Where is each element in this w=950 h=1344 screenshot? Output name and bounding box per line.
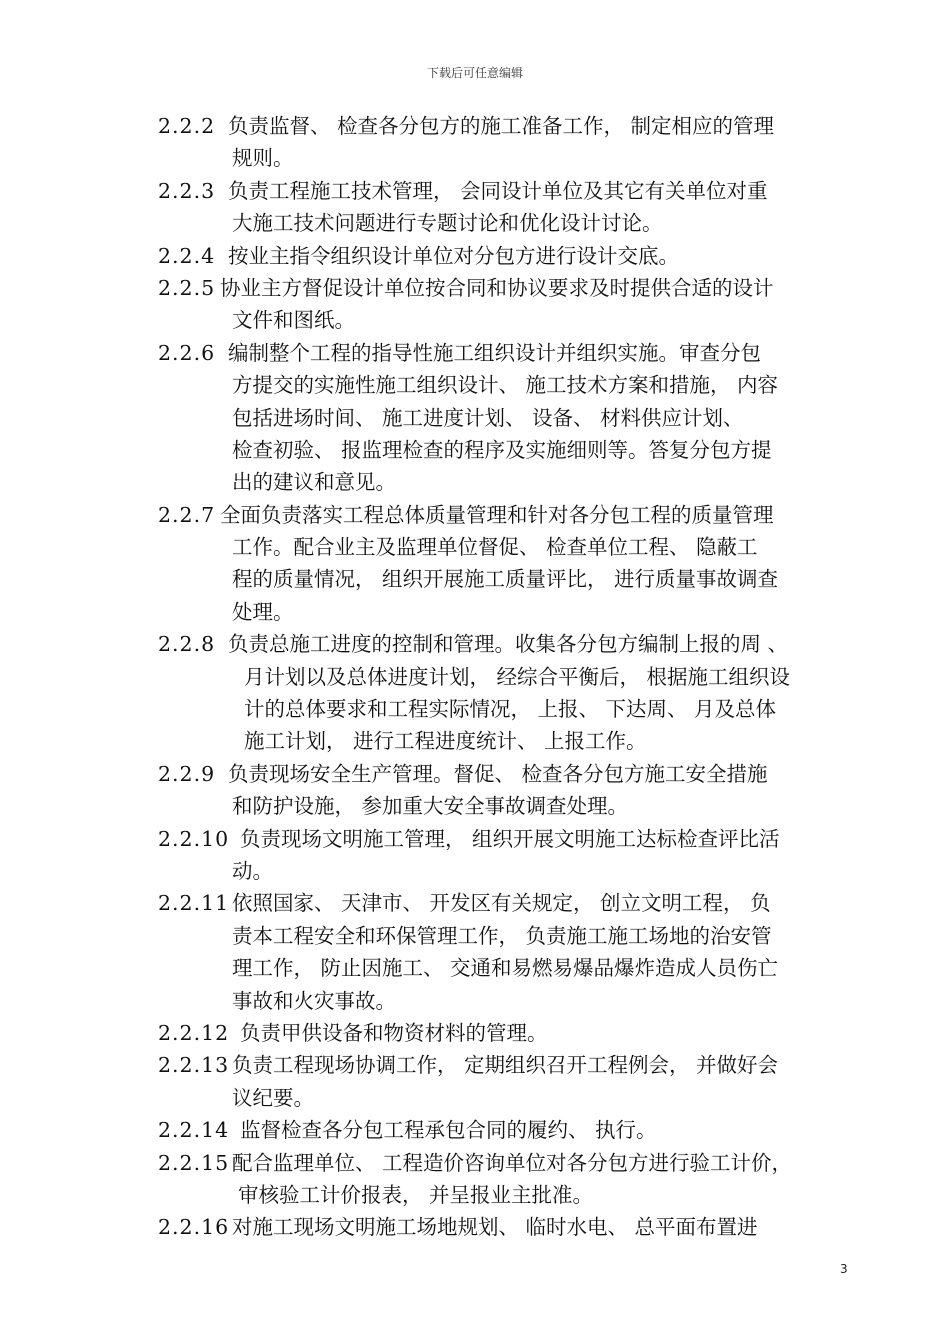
clause-text-line: 大施工技术问题进行专题讨论和优化设计讨论。: [232, 211, 663, 236]
clause-text-line: 全面负责落实工程总体质量管理和针对各分包工程的质量管理: [220, 502, 774, 527]
clause-text-line: 编制整个工程的指导性施工组织设计并组织实施。审查分包: [228, 340, 761, 365]
clause-number: 2.2.2: [158, 114, 216, 138]
page-header: 下载后可任意编辑: [426, 66, 523, 80]
clause-text-line: 检查初验、 报监理检查的程序及实施细则等。答复分包方提: [232, 437, 772, 462]
clause-text-line: 负责现场文明施工管理， 组织开展文明施工达标检查评比活: [240, 826, 780, 851]
clause-text-line: 规则。: [232, 146, 294, 171]
clause-text-line: 包括进场时间、 施工进度计划、 设备、 材料供应计划、: [232, 405, 744, 430]
clause-text-line: 依照国家、 天津市、 开发区有关规定， 创立文明工程， 负: [232, 891, 771, 916]
clause-number: 2.2.14: [158, 1118, 230, 1143]
clause-text-line: 计的总体要求和工程实际情况， 上报、 下达周、 月及总体: [244, 697, 777, 722]
clause-number: 2.2.16: [158, 1215, 230, 1240]
page-number: 3: [840, 1262, 848, 1276]
clause-text-line: 负责甲供设备和物资材料的管理。: [240, 1020, 548, 1045]
clause-text-line: 动。: [232, 858, 273, 883]
clause-text-line: 协业主方督促设计单位按合同和协议要求及时提供合适的设计: [220, 275, 774, 300]
clause-number: 2.2.7: [158, 502, 216, 527]
clause-item: [158, 758, 858, 823]
clause-text-line: 方提交的实施性施工组织设计、 施工技术方案和措施， 内容: [232, 373, 779, 398]
clause-text-line: 监督检查各分包工程承包合同的履约、 执行。: [240, 1118, 657, 1143]
clause-text-line: 文件和图纸。: [232, 308, 355, 333]
clause-text-line: 施工计划， 进行工程进度统计、 上报工作。: [244, 729, 647, 754]
clause-item: [158, 1114, 858, 1146]
clause-item: [158, 887, 858, 1017]
clause-text-line: 处理。: [232, 599, 294, 624]
clause-item: [158, 240, 858, 272]
clause-number: 2.2.6: [158, 340, 216, 365]
clause-text-line: 月计划以及总体进度计划， 经综合平衡后， 根据施工组织设: [244, 664, 791, 689]
clause-item: [158, 1017, 858, 1049]
clause-number: 2.2.9: [158, 761, 216, 786]
clause-number: 2.2.11: [158, 891, 230, 916]
clause-item: [158, 272, 858, 337]
clause-item: [158, 1211, 858, 1243]
clause-number: 2.2.3: [158, 178, 216, 203]
clause-text-line: 程的质量情况， 组织开展施工质量评比， 进行质量事故调查: [232, 567, 779, 592]
clause-number: 2.2.13: [158, 1053, 230, 1078]
clause-text-line: 理工作， 防止因施工、 交通和易燃易爆品爆炸造成人员伤亡: [232, 956, 779, 981]
clause-text-line: 工作。配合业主及监理单位督促、 检查单位工程、 隐蔽工: [232, 535, 758, 560]
clause-item: [158, 110, 858, 175]
clause-text-line: 议纪要。: [232, 1085, 314, 1110]
clause-number: 2.2.12: [158, 1020, 230, 1045]
clause-item: [158, 337, 858, 499]
clause-text-line: 和防护设施， 参加重大安全事故调查处理。: [232, 794, 629, 819]
clause-number: 2.2.4: [158, 243, 216, 268]
clause-item: [158, 1147, 858, 1212]
clause-number: 2.2.8: [158, 632, 216, 657]
clause-item: [158, 823, 858, 888]
clause-number: 2.2.5: [158, 275, 216, 300]
clause-text-line: 配合监理单位、 工程造价咨询单位对各分包方进行验工计价，: [232, 1150, 793, 1175]
clause-text-line: 负责工程现场协调工作， 定期组织召开工程例会， 并做好会: [232, 1053, 779, 1078]
clause-text-line: 负责总施工进度的控制和管理。收集各分包方编制上报的周 、: [228, 632, 789, 657]
clause-text-line: 负责工程施工技术管理， 会同设计单位及其它有关单位对重: [228, 178, 768, 203]
clause-item: [158, 499, 858, 629]
clause-number: 2.2.10: [158, 826, 230, 851]
document-body: [158, 110, 858, 1244]
clause-item: [158, 1049, 858, 1114]
clause-item: [158, 175, 858, 240]
clause-number: 2.2.15: [158, 1150, 230, 1175]
clause-text-line: 责本工程安全和环保管理工作， 负责施工施工场地的治安管: [232, 923, 772, 948]
clause-item: [158, 628, 858, 758]
clause-text-line: 按业主指令组织设计单位对分包方进行设计交底。: [228, 243, 679, 268]
clause-text-line: 事故和火灾事故。: [232, 988, 396, 1013]
clause-text-line: 出的建议和意见。: [232, 470, 396, 495]
clause-text-line: 对施工现场文明施工场地规划、 临时水电、 总平面布置进: [232, 1215, 758, 1240]
clause-text-line: 审核验工计价报表， 并呈报业主批准。: [238, 1182, 594, 1207]
clause-text-line: 负责现场安全生产管理。督促、 检查各分包方施工安全措施: [228, 761, 768, 786]
clause-text-line: 负责监督、 检查各分包方的施工准备工作， 制定相应的管理: [228, 114, 775, 138]
